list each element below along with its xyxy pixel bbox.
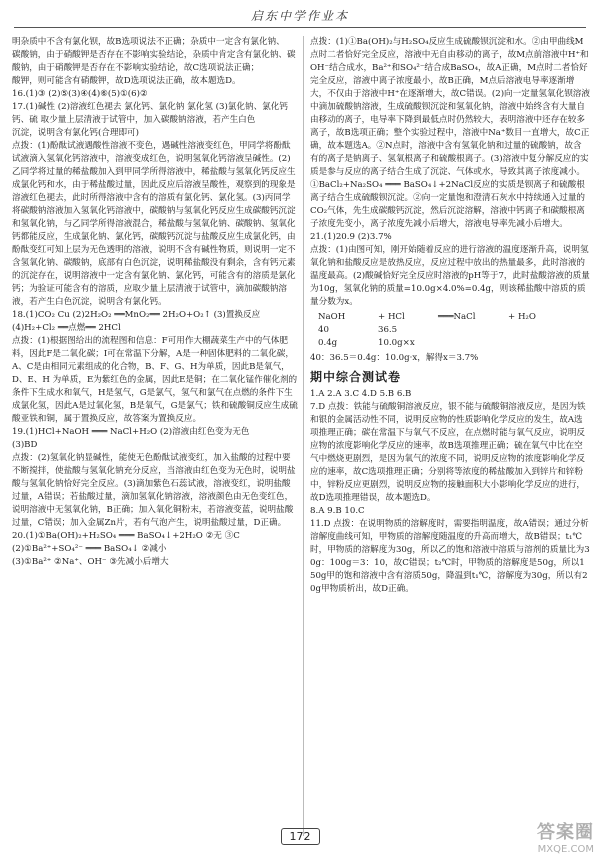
eq-cell: NaOH	[318, 312, 346, 322]
eq-cell: 0.4g	[318, 338, 338, 348]
header-rule	[14, 27, 586, 28]
watermark-url: MXQE.COM	[537, 844, 594, 855]
eq-cell: + HCl	[378, 312, 405, 322]
eq-cell: 36.5	[378, 325, 398, 335]
answers-8-10: 8.A 9.B 10.C	[310, 506, 365, 516]
book-title: 启东中学作业本	[250, 9, 349, 23]
explanation-21: 点拨：(1)由图可知，刚开始随着反应的进行溶液的温度逐渐升高，说明氢氧化钠和盐酸反应是放热反应，反应过程中放出的热量最多，此时溶液的温度最高。(2)酸碱恰好完全反应时溶液的pH等于7，此时盐酸溶液的质量为10g，氢氧化钠的质量=10.0g×4.0%=0.4g，则该稀盐酸中溶质的质量分数为x。	[310, 245, 590, 307]
page-number: 172	[281, 828, 320, 845]
answer-18: 18.(1)CO₂ Cu (2)2H₂O₂ ══MnO₂══ 2H₂O+O₂↑ (3)置换反应	[12, 310, 261, 320]
explanation-18: 点拨：(1)根据图给出的流程图和信息：F可用作大棚蔬菜生产中的气体肥料，因此F是二氧化碳；I可在常温下分解，A是一种固体肥料的二氧化碳，A、C是由相同元素组成的化合物，B、F、G、H为单质，因此B是氧气，D、E、H 为单质，E为紫红色的金属，因此E是铜；在二氧化锰作催化剂的条件下生成水和氧气，H是氢气，G是氯气，氢气和氯气在点燃的条件下生成氯化氢，因此A是过氧化氢，B是氧气，G是氯气；铁和硫酸铜反应生成硫酸亚铁和铜，属于置换反应，故答案为置换反应。	[12, 336, 298, 424]
answer-line: 碳酸钠，由于硝酸钾是否存在不影响实验结论，杂质中肯定含有氯化钠、碳酸钠，由于硝酸钾是否存在不影响实验结论，故C选项说法正确；	[12, 50, 296, 73]
eq-cell	[438, 337, 508, 350]
answer-16: 16.(1)③ (2)⑤(3)④(4)⑥(5)①(6)②	[12, 89, 148, 99]
watermark	[494, 818, 594, 862]
eq-cell: 40	[318, 325, 329, 335]
answer-21: 21.(1)20.9 (2)3.7%	[310, 232, 392, 242]
answer-line: 沉淀，说明含有氯化钙(合理即可)	[12, 128, 140, 138]
answer-7: 7.D 点拨：铁能与硫酸铜溶液反应，银不能与硫酸铜溶液反应，是因为铁和银的金属活动性不同，说明反应物的性质影响化学反应的发生，故A选项推理正确；碳在常温下与氧气不反应，在点燃时能与氧气反应，说明反应物的浓度影响化学反应的速率，故B选项推理正确；硫在氧气中比在空气中燃烧更剧烈，是因为氧气的浓度不同，说明反应物的浓度影响化学反应的速率，故C选项推理正确；分别将等浓度的稀盐酸加入到锌片和锌粉中，锌粉反应更剧烈，说明反应物的接触面积大小影响化学反应的进行，故D选项推理错误，故本题选D。	[310, 402, 586, 503]
answer-11: 11.D 点拨：在说明物质的溶解度时，需要指明温度，故A错误；通过分析溶解度曲线可知，甲物质的溶解度随温度的升高而增大，故B错误；t₁℃时，甲物质的溶解度为30g，所以乙的饱和溶液中溶质与溶剂的质量比为30g：100g＝3：10，故C错误；t₂℃时，甲物质的溶解度是50g，所以150g甲的饱和溶液中含有溶质50g，降温到t₁℃，溶解度为30g，所以有20g甲物质析出，故D正确。	[310, 519, 590, 594]
answer-20: 20.(1)①Ba(OH)₂+H₂SO₄ ═══ BaSO₄↓+2H₂O ②无 ③C	[12, 531, 240, 541]
eq-cell: + H₂O	[508, 312, 536, 322]
answer-line: (3)BD	[12, 440, 38, 450]
eq-cell	[508, 324, 568, 337]
answer-19: 19.(1)HCl+NaOH ═══ NaCl+H₂O (2)溶液由红色变为无色	[12, 427, 250, 437]
eq-cell	[508, 337, 568, 350]
explanation-17: 点拨：(1)酚酞试液遇酸性溶液不变色，遇碱性溶液变红色，甲同学将酚酞试液滴入氢氧化钙溶液中，溶液变成红色，说明氢氧化钙溶液呈碱性。(2)乙同学将过量的稀盐酸加入到甲同学所得溶液中，稀盐酸与氢氧化钙反应生成氯化钙和水，由于稀盐酸过量，因此反应后溶液呈酸性，观察到的现象是溶液红色褪去，此时所得溶液中含有的溶质有氯化钙、氯化氢。(3)丙同学将碳酸钠溶液加入氢氧化钙溶液中，碳酸钠与氢氧化钙反应生成碳酸钙沉淀和氢氧化钠，与乙同学所得溶液混合，稀盐酸与氢氧化钠、碳酸钠、氢氧化钙都能反应，生成氯化钠、氯化钙，碳酸钙沉淀与盐酸反应生成氯化钙，由酚酞变红可知上层为无色透明的溶液，说明不含有碱性物质，则说明一定不含氢氧化钠、碳酸钠，底部有白色沉淀，说明稀盐酸没有剩余，含有钙元素的沉淀存在，说明溶液中一定含有氯化钠、氯化钙，可能含有的溶质是氯化钙；为验证可能含有的溶质，应取少量上层清液于试管中，滴加碳酸钠溶液，若产生白色沉淀，说明含有氯化钙。	[12, 141, 296, 307]
answer-17: 17.(1)碱性 (2)溶液红色褪去 氯化钙、氯化钠 氯化氢 (3)氯化钠、氯化钙	[12, 102, 288, 112]
answer-line: (4)H₂+Cl₂ ══点燃══ 2HCl	[12, 323, 121, 333]
explanation-20: 点拨：(1)①Ba(OH)₂与H₂SO₄反应生成硫酸钡沉淀和水。②由甲曲线M点时二者恰好完全反应，溶液中无自由移动的离子，故M点前溶液中H⁺和OH⁻结合成水，Ba²⁺和SO₄²⁻结合成BaSO₄，故A正确，M点时二者恰好完全反应，溶液中离子浓度最小，故B正确，M点后溶液电导率逐渐增大，不仅由于溶液中H⁺在逐渐增大，故C错误。(2)向一定量氢氧化钡溶液中滴加硫酸钠溶液，生成硫酸钡沉淀和氢氧化钠，溶液中始终含有大量自由移动的离子，电导率下降到最低点时仍然较大，表明溶液中还存在较多离子，故B选项正确；整个实验过程中，溶液中Na⁺数目一直增大，故C正确，故本题选A。②N点时，溶液中含有氢氧化钠和过量的硫酸钠，故含有的离子是钠离子、氢氧根离子和硫酸根离子。(3)溶液中复分解反应的实质是参与反应的离子结合生成了沉淀、气体或水，导致其离子浓度减小。①BaCl₂+Na₂SO₄ ═══ BaSO₄↓+2NaCl反应的实质是钡离子和硫酸根离子结合生成硫酸钡沉淀。②向一定量饱和澄清石灰水中持续通入过量的CO₂气体，先生成碳酸钙沉淀，然后沉淀溶解，溶液中钙离子和碳酸根离子浓度先变小，离子浓度先减小后增大，溶液电导率先减小后增大。	[310, 37, 590, 229]
column-divider	[303, 36, 304, 836]
eq-cell	[438, 324, 508, 337]
answer-line: 明杂质中不含有氯化钡，故B选项说法不正确；杂质中一定含有氯化钠、	[12, 37, 285, 47]
eq-cell: ═══NaCl	[438, 312, 476, 322]
answers-1-6: 1.A 2.A 3.C 4.D 5.B 6.B	[310, 389, 412, 399]
watermark-logo: 答案圈	[537, 822, 594, 843]
explanation-19: 点拨：(2)氢氧化钠显碱性，能使无色酚酞试液变红，加入盐酸的过程中要不断搅拌，使盐酸与氢氧化钠充分反应，当溶液由红色变为无色时，说明盐酸与氢氧化钠恰好完全反应。(3)滴加紫色石蕊试液，溶液变红，说明盐酸过量，A错误；若盐酸过量，滴加氢氧化钠溶液，溶液颜色由无色变红色，说明溶液中无氢氧化钠，B正确；加入氧化铜粉末，若溶液变蓝，说明盐酸过量，C错误；加入金属Zn片，若有气泡产生，说明盐酸过量，D正确。	[12, 453, 296, 528]
eq-cell: 10.0g×x	[378, 338, 415, 348]
equation-solution: 40：36.5＝0.4g：10.0g·x，解得x＝3.7%	[310, 353, 479, 363]
answer-line: (3)①Ba²⁺ ②Na⁺、OH⁻ ③先减小后增大	[12, 557, 169, 567]
answer-line: 酸钾，则可能含有硝酸钾，故D选项说法正确，故本题选D。	[12, 76, 241, 86]
answer-line: 钙、硫 取少量上层清液于试管中，加入碳酸钠溶液，若产生白色	[12, 115, 256, 125]
right-column	[310, 36, 590, 596]
equation-table	[318, 311, 590, 350]
answer-line: (2)①Ba²⁺+SO₄²⁻ ═══ BaSO₄↓ ②减小	[12, 544, 167, 554]
page-header	[0, 0, 600, 30]
left-column	[12, 36, 298, 569]
section-title: 期中综合测试卷	[310, 370, 402, 384]
